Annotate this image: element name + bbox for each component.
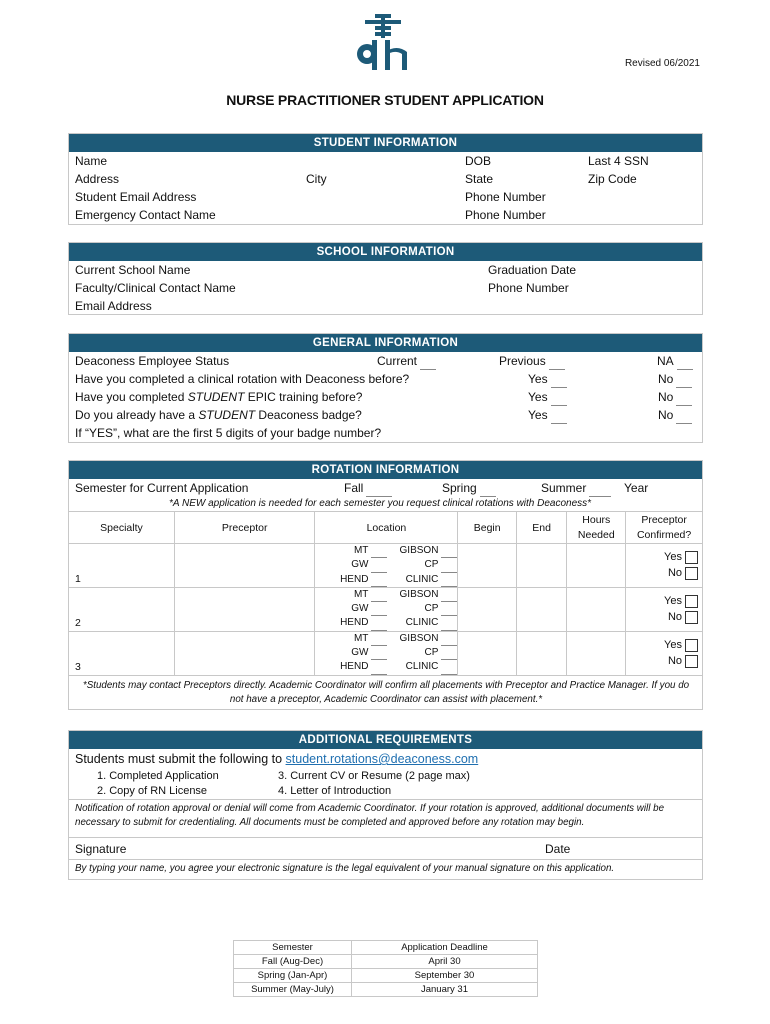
deadline-table [233,940,538,997]
semester-cell: Spring (Jan-Apr) [234,969,352,983]
new-application-note: *A NEW application is needed for each semester you request clinical rotations with Deaconess* [169,498,592,509]
school-information-section [68,242,703,315]
address-field[interactable]: Address [75,172,120,186]
yes-label: Yes [664,639,682,652]
loc-gw: GW [351,647,369,659]
yes-blank[interactable] [551,412,567,424]
confirmed-header: Preceptor Confirmed? [626,512,703,544]
loc-gibson: GIBSON [399,632,439,644]
begin-header: Begin [458,512,516,544]
fall-option: Fall [344,481,364,495]
no-label: No [667,655,682,668]
submit-instructions: Students must submit the following to student.rotations@deaconess.com [75,752,479,766]
requirement-item: 3. Current CV or Resume (2 page max) [278,770,470,782]
requirement-item: 1. Completed Application [97,770,219,782]
loc-clinic: CLINIC [405,661,439,673]
previous-option: Previous [499,354,546,368]
deadline-cell: September 30 [352,969,538,983]
no-option: No [658,390,674,404]
na-option: NA [657,354,674,368]
zip-field[interactable]: Zip Code [588,172,637,186]
additional-requirements-section [68,730,703,880]
preceptor-cell[interactable] [174,544,314,588]
requirement-item: 2. Copy of RN License [97,785,208,797]
begin-cell[interactable] [458,587,516,631]
deaconess-logo [355,14,411,72]
dob-field[interactable]: DOB [465,154,492,168]
loc-gibson: GIBSON [399,545,439,556]
location-header: Location [315,512,458,544]
emergency-phone-field[interactable]: Phone Number [465,208,546,222]
semester-header: Semester [234,941,352,955]
na-blank[interactable] [677,358,693,370]
section-header: STUDENT INFORMATION [69,134,702,152]
row-number: 3 [69,631,175,675]
no-blank[interactable] [676,376,692,388]
confirmed-cell [626,544,703,588]
no-blank[interactable] [676,412,692,424]
loc-mt: MT [353,545,369,556]
preceptor-cell[interactable] [174,631,314,675]
yes-option: Yes [528,372,548,386]
no-label: No [667,611,682,624]
hours-header: Hours Needed [567,512,626,544]
no-option: No [658,408,674,422]
specialty-header: Specialty [69,512,175,544]
spring-option: Spring [442,481,477,495]
hours-cell[interactable] [567,544,626,588]
preceptor-cell[interactable] [174,587,314,631]
signature-field[interactable]: Signature [75,842,127,856]
yes-blank[interactable] [551,394,567,406]
state-field[interactable]: State [465,172,494,186]
loc-hend: HEND [340,661,369,673]
end-header: End [516,512,566,544]
preceptor-header: Preceptor [174,512,314,544]
rotations-email-link[interactable]: student.rotations@deaconess.com [285,752,479,766]
confirmed-cell [626,587,703,631]
rotation-table [68,511,703,676]
yes-checkbox[interactable] [685,551,698,564]
year-field[interactable]: Year [624,481,649,495]
end-cell[interactable] [516,587,566,631]
signature-consent: By typing your name, you agree your electronic signature is the legal equivalent of your manual signature on this application. [69,859,702,878]
no-checkbox[interactable] [685,611,698,624]
school-name-field[interactable]: Current School Name [75,263,191,277]
semester-cell: Fall (Aug-Dec) [234,955,352,969]
prior-rotation-question: Have you completed a clinical rotation with Deaconess before? [75,372,410,386]
section-header: SCHOOL INFORMATION [69,243,702,261]
current-blank[interactable] [420,358,436,370]
loc-mt: MT [353,588,369,600]
location-cell [315,631,458,675]
revised-date: Revised 06/2021 [624,58,700,69]
loc-hend: HEND [340,617,369,629]
hours-cell[interactable] [567,587,626,631]
loc-gw: GW [351,559,369,571]
row-number: 1 [69,544,175,588]
yes-label: Yes [664,595,682,608]
deadline-cell: April 30 [352,955,538,969]
semester-cell: Summer (May-July) [234,983,352,997]
section-header: ADDITIONAL REQUIREMENTS [69,731,702,749]
deadline-cell: January 31 [352,983,538,997]
table-row [234,955,538,969]
ssn-field[interactable]: Last 4 SSN [588,154,649,168]
yes-checkbox[interactable] [685,639,698,652]
notification-notice: Notification of rotation approval or denial will come from Academic Coordinator. If your rotation is approved, additional documents will be necessary to submit for credentialing. All documents must be completed and approved before any rotation may begin. [69,799,702,833]
loc-cp: CP [424,603,439,615]
end-cell[interactable] [516,631,566,675]
school-phone-field[interactable]: Phone Number [488,281,569,295]
email-field[interactable]: Student Email Address [75,190,197,204]
table-row [234,983,538,997]
loc-cp: CP [424,647,439,659]
school-email-field[interactable]: Email Address [75,299,152,313]
yes-label: Yes [664,551,682,564]
location-cell [315,544,458,588]
table-row [69,544,703,588]
summer-blank[interactable] [589,485,611,497]
no-checkbox[interactable] [685,567,698,580]
current-option: Current [377,354,418,368]
badge-question: Do you already have a STUDENT Deaconess badge? [75,408,362,422]
spring-blank[interactable] [480,485,496,497]
end-cell[interactable] [516,544,566,588]
yes-option: Yes [528,408,548,422]
badge-number-question[interactable]: If “YES”, what are the first 5 digits of your badge number? [75,426,382,440]
semester-label: Semester for Current Application [75,481,249,495]
loc-mt: MT [353,632,369,644]
table-row [69,587,703,631]
epic-training-question: Have you completed STUDENT EPIC training before? [75,390,363,404]
loc-clinic: CLINIC [405,617,439,629]
location-cell [315,587,458,631]
table-row [69,631,703,675]
deadline-header: Application Deadline [352,941,538,955]
name-field[interactable]: Name [75,154,108,168]
previous-blank[interactable] [549,358,565,370]
phone-field[interactable]: Phone Number [465,190,546,204]
faculty-contact-field[interactable]: Faculty/Clinical Contact Name [75,281,236,295]
no-option: No [658,372,674,386]
graduation-date-field[interactable]: Graduation Date [488,263,577,277]
row-number: 2 [69,587,175,631]
loc-cp: CP [424,559,439,571]
yes-blank[interactable] [551,376,567,388]
preceptor-footnote: *Students may contact Preceptors directly. Academic Coordinator will confirm all placements with Preceptor and Practice Manager. If you do not have a preceptor, Academic Coordinator can assist with placement.* [82,680,690,705]
yes-option: Yes [528,390,548,404]
section-header: ROTATION INFORMATION [69,461,702,479]
loc-gibson: GIBSON [399,588,439,600]
no-label: No [667,567,682,580]
begin-cell[interactable] [458,631,516,675]
no-checkbox[interactable] [685,655,698,668]
requirement-item: 4. Letter of Introduction [278,785,392,797]
page-title: NURSE PRACTITIONER STUDENT APPLICATION [226,92,544,108]
summer-option: Summer [541,481,587,495]
begin-cell[interactable] [458,544,516,588]
hours-cell[interactable] [567,631,626,675]
emergency-contact-field[interactable]: Emergency Contact Name [75,208,216,222]
employee-status-label: Deaconess Employee Status [75,354,230,368]
general-information-section [68,333,703,443]
fall-blank[interactable] [366,485,392,497]
section-header: GENERAL INFORMATION [69,334,702,352]
loc-gw: GW [351,603,369,615]
student-information-section [68,133,703,225]
loc-clinic: CLINIC [405,573,439,585]
table-row [234,969,538,983]
yes-checkbox[interactable] [685,595,698,608]
date-field[interactable]: Date [545,842,571,856]
city-field[interactable]: City [306,172,327,186]
confirmed-cell [626,631,703,675]
loc-hend: HEND [340,573,369,585]
no-blank[interactable] [676,394,692,406]
